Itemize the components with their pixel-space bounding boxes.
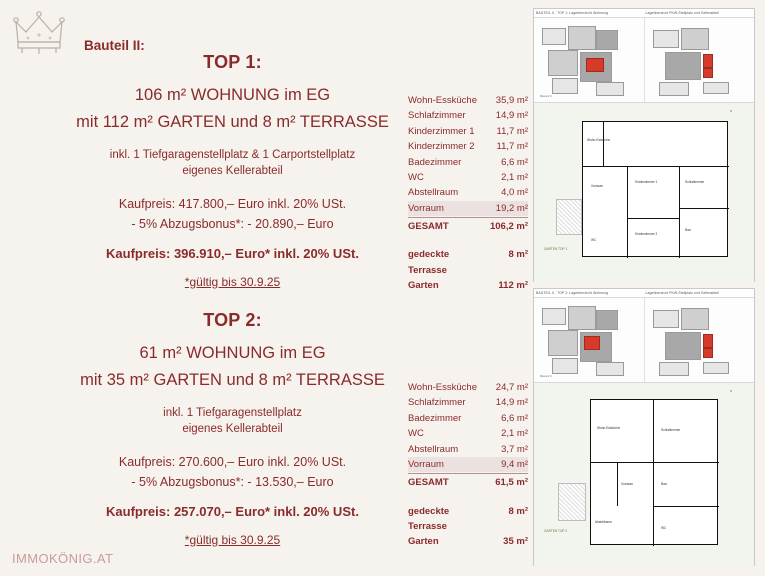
area-row bbox=[408, 170, 528, 185]
highlight-marker-parking bbox=[703, 334, 713, 348]
area-table-top2 bbox=[408, 380, 528, 550]
site-map-apartment-top1: Bauteil II bbox=[534, 18, 644, 102]
area-value: 2,1 m² bbox=[501, 428, 528, 440]
highlight-marker-cellar bbox=[703, 68, 713, 78]
unit-title-top1: TOP 1: bbox=[203, 52, 262, 72]
area-label: Badezimmer bbox=[408, 412, 462, 424]
highlight-marker bbox=[586, 58, 604, 72]
area-row bbox=[408, 380, 528, 395]
unit-headline-2-top1: mit 112 m² GARTEN und 8 m² TERRASSE bbox=[76, 112, 389, 131]
unit-sub-top1 bbox=[60, 147, 405, 180]
area-label: gedeckte Terrasse bbox=[408, 249, 450, 276]
area-value: 24,7 m² bbox=[495, 382, 528, 393]
area-label: Kinderzimmer 2 bbox=[408, 141, 475, 153]
unit-headline-1-top1: 106 m² WOHNUNG im EG bbox=[134, 86, 331, 104]
area-row bbox=[408, 411, 528, 426]
price-discount-top2: - 5% Abzugsbonus*: - 13.530,– Euro bbox=[131, 474, 334, 489]
area-row bbox=[408, 534, 528, 549]
price-gross-top1: Kaufpreis: 417.800,– Euro inkl. 20% USt. bbox=[118, 196, 347, 211]
brand-wordmark[interactable]: IMMOKÖNIG.AT bbox=[12, 551, 114, 566]
area-label: Wohn-Essküche bbox=[408, 95, 477, 106]
unit-block-top2 bbox=[60, 310, 405, 547]
area-row bbox=[408, 201, 528, 216]
area-label: WC bbox=[408, 171, 424, 183]
area-label: Wohn-Essküche bbox=[408, 382, 477, 393]
area-row bbox=[408, 442, 528, 457]
site-map-apartment-top2: Bauteil II bbox=[534, 298, 644, 382]
area-label: Schlafzimmer bbox=[408, 397, 466, 409]
price-validity-top2: *gültig bis 30.9.25 bbox=[184, 532, 281, 547]
apartment-outline-top1: Wohn-Essküche Kinderzimmer 1 Kinderzimmer 2 Schlafzimmer Bad Vorraum WC bbox=[582, 121, 728, 257]
north-indicator-top2: N bbox=[730, 389, 733, 393]
terrace-area-top2 bbox=[558, 483, 586, 521]
area-value: 14,9 m² bbox=[495, 110, 528, 122]
area-value: 6,6 m² bbox=[501, 156, 528, 168]
apartment-outline-top2: Wohn-Essküche Schlafzimmer Bad WC Vorraum Abstellraum bbox=[590, 399, 718, 545]
area-total-label: GESAMT bbox=[408, 221, 449, 232]
plan-header-top2 bbox=[534, 289, 754, 298]
price-validity-top1: *gültig bis 30.9.25 bbox=[184, 274, 281, 289]
plan-header-right: Lageübersicht PKW-Stellplatz und Kellerabteil bbox=[645, 11, 720, 15]
area-row bbox=[408, 457, 528, 472]
area-row bbox=[408, 155, 528, 170]
area-value: 19,2 m² bbox=[495, 202, 528, 214]
area-label: Garten bbox=[408, 280, 439, 292]
site-overview-top2 bbox=[534, 298, 754, 383]
area-row bbox=[408, 185, 528, 200]
area-label: Vorraum bbox=[408, 458, 444, 470]
area-row bbox=[408, 139, 528, 154]
area-value: 35,9 m² bbox=[495, 95, 528, 106]
plan-header-left: BAUTEIL II - TOP 2: Lageübersicht Wohnung bbox=[536, 291, 609, 295]
area-total-label: GESAMT bbox=[408, 477, 449, 489]
section-heading: Bauteil II: bbox=[84, 38, 145, 53]
unit-sub-line2-top1: eigenes Kellerabteil bbox=[182, 165, 283, 178]
area-label: Abstellraum bbox=[408, 443, 459, 455]
area-label: Kinderzimmer 1 bbox=[408, 125, 475, 137]
area-value: 11,7 m² bbox=[496, 125, 528, 137]
area-row bbox=[408, 124, 528, 139]
area-label: gedeckte Terrasse bbox=[408, 505, 450, 532]
area-value: 3,7 m² bbox=[501, 443, 528, 455]
area-row bbox=[408, 247, 528, 278]
area-total-value: 61,5 m² bbox=[495, 477, 528, 489]
unit-sub-line1-top2: inkl. 1 Tiefgaragenstellplatz bbox=[163, 406, 302, 419]
site-map-parking-top1 bbox=[644, 18, 755, 102]
floorplan-drawing-top2 bbox=[534, 383, 754, 567]
unit-title-top2: TOP 2: bbox=[203, 310, 262, 330]
area-row bbox=[408, 93, 528, 108]
area-value: 4,0 m² bbox=[501, 187, 528, 199]
area-row bbox=[408, 426, 528, 441]
highlight-marker bbox=[584, 336, 600, 350]
floorplan-drawing-top1 bbox=[534, 103, 754, 283]
price-final-top1: Kaufpreis: 396.910,– Euro* inkl. 20% USt. bbox=[106, 245, 359, 261]
area-value: 14,9 m² bbox=[495, 397, 528, 409]
garden-label-top2: GARTEN TOP 2 bbox=[544, 529, 568, 533]
area-value: 8 m² bbox=[508, 249, 528, 261]
floorplan-panel-top1 bbox=[533, 8, 755, 282]
unit-sub-line2-top2: eigenes Kellerabteil bbox=[182, 423, 283, 436]
area-table-top1 bbox=[408, 93, 528, 294]
unit-sub-top2 bbox=[60, 405, 405, 438]
plan-header-left: BAUTEIL II - TOP 1: Lageübersicht Wohnung bbox=[536, 11, 609, 15]
unit-sub-line1-top1: inkl. 1 Tiefgaragenstellplatz & 1 Carportstellplatz bbox=[109, 148, 356, 161]
area-label: WC bbox=[408, 428, 424, 440]
area-label: Schlafzimmer bbox=[408, 110, 466, 122]
garden-label-top1: GARTEN TOP 1 bbox=[544, 247, 568, 251]
area-value: 112 m² bbox=[498, 280, 528, 292]
unit-block-top1 bbox=[60, 52, 405, 289]
area-label: Abstellraum bbox=[408, 187, 459, 199]
area-row bbox=[408, 108, 528, 123]
site-map-parking-top2 bbox=[644, 298, 755, 382]
unit-headline-1-top2: 61 m² WOHNUNG im EG bbox=[139, 344, 326, 362]
area-value: 11,7 m² bbox=[496, 141, 528, 153]
area-label: Vorraum bbox=[408, 202, 444, 214]
area-value: 35 m² bbox=[503, 536, 528, 548]
area-value: 8 m² bbox=[508, 505, 528, 517]
area-value: 9,4 m² bbox=[501, 458, 528, 470]
price-discount-top1: - 5% Abzugsbonus*: - 20.890,– Euro bbox=[131, 216, 334, 231]
site-overview-top1 bbox=[534, 18, 754, 103]
highlight-marker-cellar bbox=[703, 348, 713, 358]
plan-header-top1 bbox=[534, 9, 754, 18]
terrace-area-top1 bbox=[556, 199, 582, 235]
plan-header-right: Lageübersicht PKW-Stellplatz und Kellerabteil bbox=[645, 291, 720, 295]
unit-headline-2-top2: mit 35 m² GARTEN und 8 m² TERRASSE bbox=[80, 370, 385, 389]
area-extras-top2 bbox=[408, 504, 528, 550]
area-row bbox=[408, 504, 528, 535]
price-final-top2: Kaufpreis: 257.070,– Euro* inkl. 20% USt. bbox=[106, 503, 359, 519]
area-row bbox=[408, 278, 528, 293]
area-value: 6,6 m² bbox=[501, 412, 528, 424]
area-value: 2,1 m² bbox=[501, 171, 528, 183]
area-total-row bbox=[408, 473, 528, 490]
highlight-marker-parking bbox=[703, 54, 713, 68]
area-label: Garten bbox=[408, 536, 439, 548]
price-gross-top2: Kaufpreis: 270.600,– Euro inkl. 20% USt. bbox=[118, 454, 347, 469]
area-total-value: 106,2 m² bbox=[489, 221, 528, 232]
north-indicator-top1: N bbox=[730, 109, 733, 113]
area-total-row bbox=[408, 217, 528, 234]
floorplan-panel-top2 bbox=[533, 288, 755, 566]
area-row bbox=[408, 395, 528, 410]
area-extras-top1 bbox=[408, 247, 528, 293]
area-label: Badezimmer bbox=[408, 156, 462, 168]
